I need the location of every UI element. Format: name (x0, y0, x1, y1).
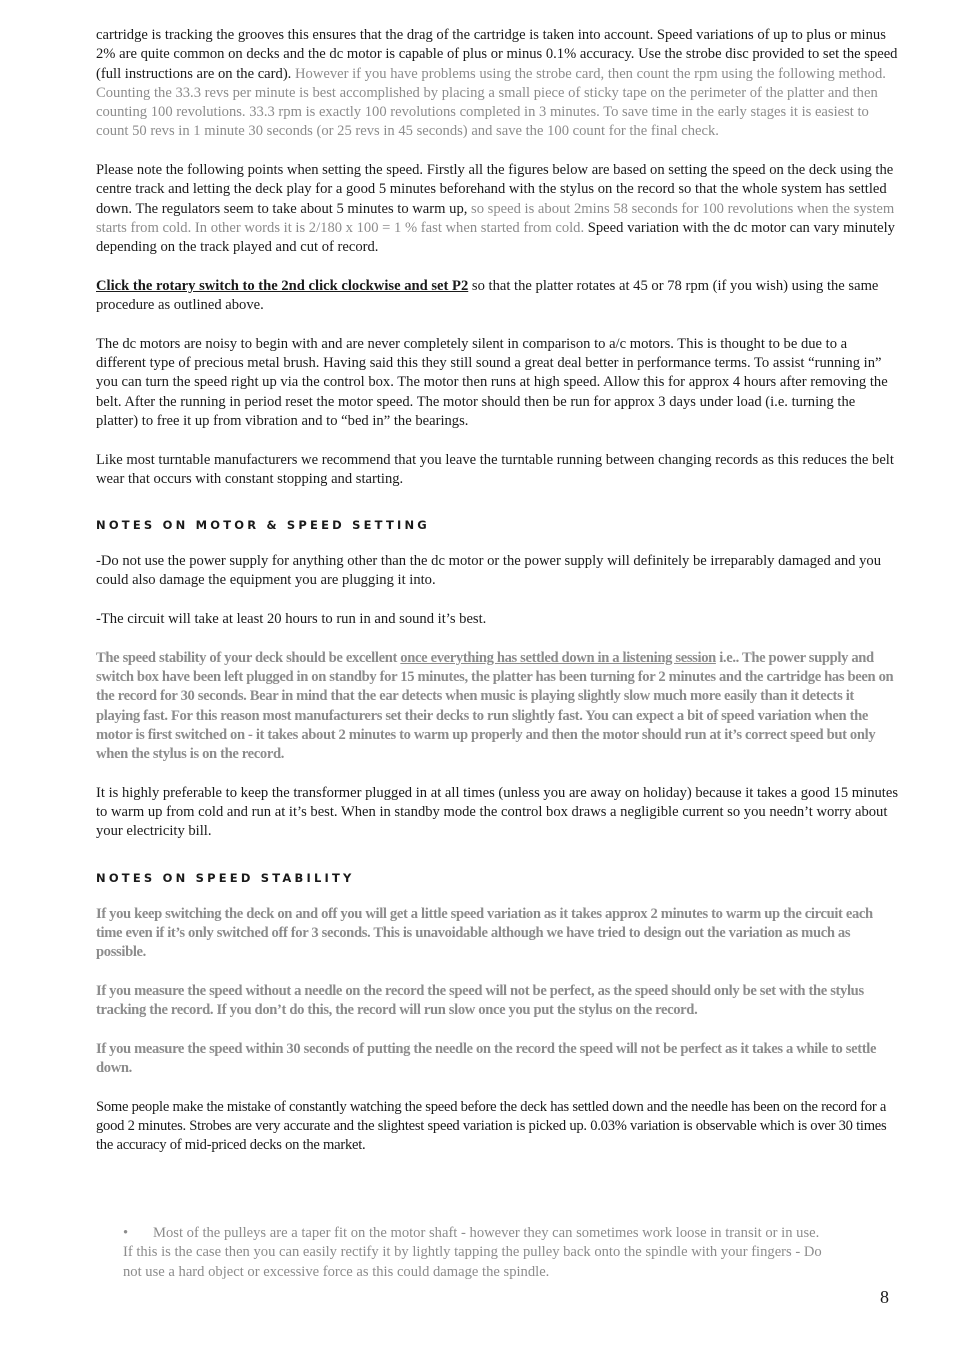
count-rpm-method-text: However if you have problems using the strobe card, then count the rpm using the following method. Counting the 33.3 revs per minute is best accomplished by placing a small piece of sticky tape on the perimeter of the platter and then counting 100 revolutions. 33.3 rpm is exactly 100 revolutions completed in 3 minutes. To save time in the early stages it is easiest to count 50 revs in 1 minute 30 seconds (or 25 revs in 45 seconds) and save the 100 count for the final check. (96, 65, 886, 140)
paragraph-turntable-running: Like most turntable manufacturers we recommend that you leave the turntable running between changing records as this reduces the belt wear that occurs with constant stopping and starting. (96, 451, 894, 487)
bullet-pulleys (123, 1224, 823, 1282)
speed-points-text: Please note the following points when setting the speed. Firstly all the figures below are based on setting the speed on the deck using the centre track and letting the deck play for a good 5 minutes beforehand with the stylus on the record so that the whole system has settled down. The regulators seem to take about 5 minutes to warm up, (96, 162, 894, 217)
speed-stability-text-b: i.e.. The power supply and switch box have been left plugged in on standby for 15 minutes, the platter has been turning for 2 minutes and the cartridge has been on the record for 30 seconds. Bear in mind that the ear detects when music is playing slightly slow much more easily than it detects it playing fast. For this reason most manufacturers set their decks to run slightly fast. You can expect a bit of speed variation when the motor is first switched on - it takes about 2 minutes to warm up properly and then the motor should run at it’s correct speed but only when the stylus is on the record. (96, 649, 894, 763)
rotary-switch-rest: so that the platter rotates at 45 or 78 rpm (if you wish) using the same procedure as outlined above. (96, 277, 879, 314)
paragraph-power-supply: -Do not use the power supply for anything other than the dc motor or the power supply will definitely be irreparably damaged and you could also damage the equipment you are plugging it into. (96, 553, 882, 589)
heading-motor-speed-setting: NOTES ON MOTOR & SPEED SETTING (96, 518, 430, 533)
paragraph-watching-speed: Some people make the mistake of constantly watching the speed before the deck has settled down and the needle has been on the record for a good 2 minutes. Strobes are very accurate and the slightest speed variation is picked up. 0.03% variation is observable which is over 30 times the accuracy of mid-priced decks on the market. (96, 1098, 887, 1154)
paragraph-without-needle: If you measure the speed without a needle on the record the speed will not be perfect, as the speed should only be set with the stylus tracking the record. If you don’t do this, the record will run slow once you put the stylus on the record. (96, 982, 864, 1019)
bullet-pulleys-text: Most of the pulleys are a taper fit on the motor shaft - however they can sometimes work loose in transit or in use. If this is the case then you can easily rectify it by lightly tapping the pulley back onto the spindle with your fingers - Do not use a hard object or excessive force as this could damage the spindle. (123, 1225, 822, 1280)
paragraph-rotary-switch (96, 277, 898, 316)
cold-start-text: so speed is about 2mins 58 seconds for 100 revolutions when the system starts from cold. In other words it is 2/180 x 100 = 1 % fast when started from cold. (96, 200, 895, 236)
rotary-switch-instruction: Click the rotary switch to the 2nd click clockwise and set P2 (96, 277, 469, 294)
paragraph-circuit-run-in: -The circuit will take at least 20 hours to run in and sound it’s best. (96, 611, 487, 628)
paragraph-dc-motors: The dc motors are noisy to begin with and are never completely silent in comparison to a/c motors. This is thought to be due to a different type of precious metal brush. Having said this they still sound a great deal better in performance terms. To assist “running in” you can turn the speed right up via the control box. The motor then runs at high speed. Allow this for approx 4 hours after removing the belt. After the running in period reset the motor speed. The motor should then be run for approx 3 days under load (i.e. turning the platter) to free it up from vibration and to “bed in” the bearings. (96, 335, 888, 429)
speed-stability-text-a: The speed stability of your deck should be excellent (96, 649, 401, 666)
paragraph-strobe-method (96, 26, 898, 142)
paragraph-speed-stability (96, 649, 898, 765)
paragraph-transformer: It is highly preferable to keep the transformer plugged in at all times (unless you are away on holiday) because it takes a good 15 minutes to warm up from cold and run at it’s best. When in standby mode the control box draws a negligible current so you needn’t worry about your electricity bill. (96, 784, 899, 840)
strobe-text: cartridge is tracking the grooves this ensures that the drag of the cartridge is taken into account. Speed variations of up to plus or minus 2% are quite common on decks and the dc motor is capable of plus or minus 0.1% accuracy. Use the strobe disc provided to set the speed (full instructions are on the card). (96, 27, 898, 82)
paragraph-speed-points (96, 161, 898, 257)
paragraph-switching-on-off: If you keep switching the deck on and off you will get a little speed variation as it takes approx 2 minutes to warm up the circuit each time even if it’s only switched off for 3 seconds. This is unavoidable although we have tried to design out the variation as much as possible. (96, 905, 873, 961)
heading-speed-stability: NOTES ON SPEED STABILITY (96, 870, 355, 885)
speed-stability-underlined: once everything has settled down in a listening session (400, 649, 716, 666)
speed-variation-text: Speed variation with the dc motor can vary minutely depending on the track played and cut of record. (96, 219, 895, 256)
bullet-symbol: • (123, 1225, 129, 1241)
page-number: 8 (880, 1287, 889, 1307)
page-content (96, 26, 898, 1175)
paragraph-within-30-seconds: If you measure the speed within 30 seconds of putting the needle on the record the speed will not be perfect as it takes a while to settle down. (96, 1040, 877, 1076)
